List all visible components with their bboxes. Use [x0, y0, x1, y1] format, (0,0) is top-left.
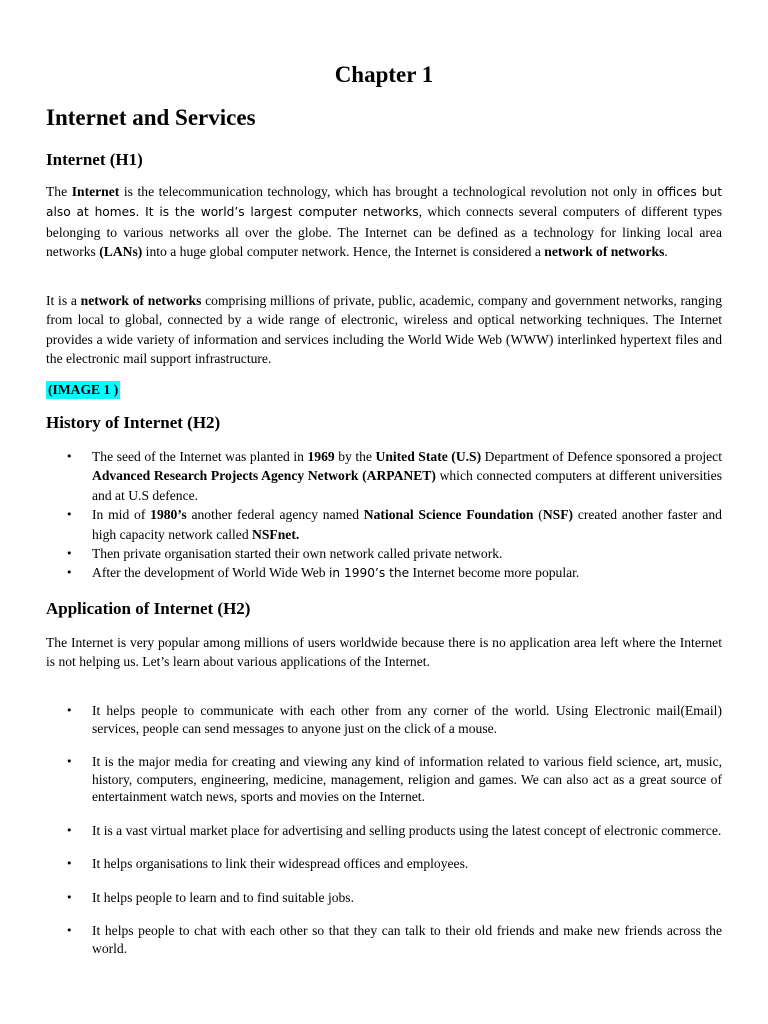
bullet-icon: •	[66, 704, 73, 717]
section-title: Internet and Services	[46, 105, 256, 130]
paragraph-applications-intro: The Internet is very popular among millions of users worldwide because there is no application area left where the Internet is not helping us. Let’s learn about various applications of the Internet.	[46, 635, 722, 670]
list-item: • The seed of the Internet was planted in 1969 by the United State (U.S) Department of Defence sponsored a project Advanced Research Projects Agency Network (ARPANET) which connected computers at different universities and at U.S defence.	[66, 449, 722, 503]
bullet-icon: •	[66, 890, 73, 904]
list-item: • It is the major media for creating and viewing any kind of information related to various field science, art, music, history, computers, engineering, medicine, management, religion and games. We can also act as a great source of entertainment watch news, sports and movies on the Internet.	[66, 754, 722, 804]
chapter-title: Chapter 1	[334, 62, 434, 87]
list-item: • It helps people to chat with each other so that they can talk to their old friends and make new friends across the world.	[66, 923, 722, 956]
bullet-icon: •	[66, 450, 73, 463]
paragraph-network-of-networks: It is a network of networks comprising millions of private, public, academic, company and government networks, ranging from local to global, connected by a wide range of electronic, wireless and optical networking techniques. The Internet provides a wide variety of information and services including the World Wide Web (WWW) interlinked hypertext files and the electronic mail support infrastructure.	[46, 293, 722, 367]
list-item: • Then private organisation started their own network called private network.	[64, 544, 722, 563]
list-item: • It helps people to communicate with each other from any corner of the world. Using Electronic mail(Email) services, people can send messages to anyone just on the click of a mouse.	[66, 703, 722, 736]
bullet-icon: •	[66, 857, 73, 870]
heading-internet: Internet (H1)	[46, 150, 143, 169]
list-item: • It is a vast virtual market place for advertising and selling products using the latest concept of electronic commerce.	[66, 822, 722, 838]
bullet-icon: •	[66, 924, 73, 937]
image-placeholder-tag: (IMAGE 1 )	[48, 382, 119, 397]
bullet-icon: •	[66, 508, 73, 522]
paragraph-internet-definition: The Internet is the telecommunication technology, which has brought a technological revolution not only in offices but also at homes. It is the world’s largest computer networks, which connects several computers of different types belonging to various networks all over the globe. The Internet can be defined as a technology for linking local area networks (LANs) into a huge global computer network. Hence, the Internet is considered a network of networks.	[46, 184, 723, 260]
bullet-icon: •	[66, 755, 73, 768]
bullet-icon: •	[66, 547, 73, 561]
bullet-icon: •	[66, 823, 73, 837]
list-item: • It helps people to learn and to find suitable jobs.	[66, 889, 354, 905]
heading-history: History of Internet (H2)	[46, 413, 221, 432]
list-item: • After the development of World Wide Web in 1990’s the Internet become more popular.	[64, 563, 722, 583]
bullet-icon: •	[66, 566, 73, 580]
history-list	[64, 447, 722, 584]
applications-list	[64, 702, 722, 973]
list-item: • In mid of 1980’s another federal agency named National Science Foundation (NSF) created another faster and high capacity network called NSFnet.	[66, 507, 722, 542]
list-item: • It helps organisations to link their widespread offices and employees.	[66, 856, 469, 871]
heading-application: Application of Internet (H2)	[46, 599, 251, 618]
